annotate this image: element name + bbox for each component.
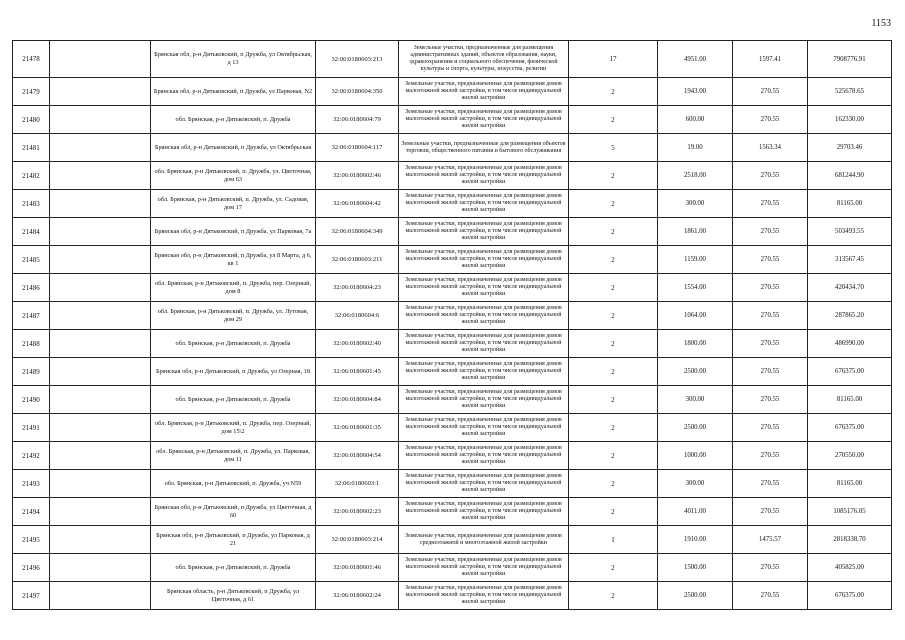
empty-cell <box>50 498 151 526</box>
area-cell: 1064.00 <box>658 302 733 330</box>
address-cell: обл. Брянская, р-н Дятьковский, п. Дружба, уч N59 <box>151 470 316 498</box>
area-cell: 300.00 <box>658 470 733 498</box>
specific-value-cell: 270.55 <box>733 218 808 246</box>
use-group-cell: 2 <box>569 330 658 358</box>
use-group-cell: 2 <box>569 246 658 274</box>
cadastral-value-cell: 270550.00 <box>808 442 892 470</box>
table-row <box>13 162 892 190</box>
specific-value-cell: 270.55 <box>733 386 808 414</box>
row-number: 21483 <box>13 190 50 218</box>
page-number: 1153 <box>871 18 891 29</box>
use-group-cell: 17 <box>569 41 658 78</box>
address-cell: Брянская обл, р-н Дятьковский, п Дружба, ул Парковая, д 21 <box>151 526 316 554</box>
table-row <box>13 358 892 386</box>
row-number: 21491 <box>13 414 50 442</box>
land-use-cell: Земельные участки, предназначенные для размещения домов малоэтажной жилой застройки, в том числе индивидуальной жилой застройки <box>399 582 569 610</box>
empty-cell <box>50 78 151 106</box>
empty-cell <box>50 526 151 554</box>
cadastral-value-cell: 162330.00 <box>808 106 892 134</box>
area-cell: 600.00 <box>658 106 733 134</box>
use-group-cell: 2 <box>569 554 658 582</box>
address-cell: обл. Брянская, р-н Дятьковский, п. Дружба <box>151 386 316 414</box>
specific-value-cell: 270.55 <box>733 274 808 302</box>
row-number: 21485 <box>13 246 50 274</box>
address-cell: Брянская область, р-н Дятьковский, п Дружба, ул Цветочная, д 61 <box>151 582 316 610</box>
row-number: 21478 <box>13 41 50 78</box>
empty-cell <box>50 190 151 218</box>
specific-value-cell: 270.55 <box>733 106 808 134</box>
use-group-cell: 2 <box>569 358 658 386</box>
use-group-cell: 2 <box>569 190 658 218</box>
area-cell: 1861.00 <box>658 218 733 246</box>
address-cell: Брянская обл, р-н Дятьковский, п Дружба, ул Октябрьская, д 13 <box>151 41 316 78</box>
land-use-cell: Земельные участки, предназначенные для размещения домов малоэтажной жилой застройки, в том числе индивидуальной жилой застройки <box>399 190 569 218</box>
table-row <box>13 498 892 526</box>
area-cell: 1943.00 <box>658 78 733 106</box>
row-number: 21492 <box>13 442 50 470</box>
empty-cell <box>50 582 151 610</box>
cadastral-number-cell: 32:06:0180603:214 <box>316 526 399 554</box>
table-row <box>13 414 892 442</box>
use-group-cell: 2 <box>569 302 658 330</box>
cadastral-value-cell: 1085176.05 <box>808 498 892 526</box>
cadastral-value-cell: 676375.00 <box>808 358 892 386</box>
address-cell: Брянская обл, р-н Дятьковский, п Дружба, ул Октябрьская <box>151 134 316 162</box>
table-row <box>13 554 892 582</box>
empty-cell <box>50 218 151 246</box>
land-use-cell: Земельные участки, предназначенные для размещения административных зданий, объектов образования, науки, здравоохранения и социального обеспечения, физической культуры и спорта, культуры, искусства, религии <box>399 41 569 78</box>
row-number: 21495 <box>13 526 50 554</box>
empty-cell <box>50 358 151 386</box>
cadastral-value-cell: 81165.00 <box>808 386 892 414</box>
cadastral-number-cell: 32:06:0180601:45 <box>316 358 399 386</box>
table-row <box>13 330 892 358</box>
use-group-cell: 2 <box>569 582 658 610</box>
area-cell: 1000.00 <box>658 442 733 470</box>
address-cell: Брянская обл, р-н Дятьковский, п Дружба, ул Парковая, 7а <box>151 218 316 246</box>
empty-cell <box>50 554 151 582</box>
cadastral-value-cell: 525678.65 <box>808 78 892 106</box>
empty-cell <box>50 106 151 134</box>
empty-cell <box>50 41 151 78</box>
land-use-cell: Земельные участки, предназначенные для размещения домов малоэтажной жилой застройки, в том числе индивидуальной жилой застройки <box>399 386 569 414</box>
cadastral-value-cell: 81165.00 <box>808 470 892 498</box>
cadastral-number-cell: 32:06:0180604:79 <box>316 106 399 134</box>
specific-value-cell: 270.55 <box>733 442 808 470</box>
row-number: 21487 <box>13 302 50 330</box>
cadastral-number-cell: 32:06:0180604:42 <box>316 190 399 218</box>
empty-cell <box>50 442 151 470</box>
land-use-cell: Земельные участки, предназначенные для размещения домов малоэтажной жилой застройки, в том числе индивидуальной жилой застройки <box>399 78 569 106</box>
area-cell: 4951.00 <box>658 41 733 78</box>
cadastral-value-cell: 313567.45 <box>808 246 892 274</box>
table-row <box>13 218 892 246</box>
use-group-cell: 2 <box>569 218 658 246</box>
cadastral-value-cell: 287865.20 <box>808 302 892 330</box>
address-cell: обл. Брянская, р-н Дятьковский, п. Дружба, пер. Озерный, дом 15\2 <box>151 414 316 442</box>
cadastral-value-cell: 2818338.70 <box>808 526 892 554</box>
address-cell: Брянская обл, р-н Дятьковский, п Дружба, ул Цветочная, д 60 <box>151 498 316 526</box>
cadastral-number-cell: 32:06:0180602:24 <box>316 582 399 610</box>
area-cell: 300.00 <box>658 190 733 218</box>
specific-value-cell: 270.55 <box>733 330 808 358</box>
cadastral-value-cell: 81165.00 <box>808 190 892 218</box>
area-cell: 300.00 <box>658 386 733 414</box>
address-cell: обл. Брянская, р-н Дятьковский, п. Дружба <box>151 554 316 582</box>
address-cell: обл. Брянская, р-н Дятьковский, п. Дружба <box>151 330 316 358</box>
land-use-cell: Земельные участки, предназначенные для размещения домов среднеэтажной и многоэтажной жилой застройки <box>399 526 569 554</box>
use-group-cell: 2 <box>569 162 658 190</box>
row-number: 21482 <box>13 162 50 190</box>
land-use-cell: Земельные участки, предназначенные для размещения домов малоэтажной жилой застройки, в том числе индивидуальной жилой застройки <box>399 106 569 134</box>
use-group-cell: 5 <box>569 134 658 162</box>
cadastral-number-cell: 32:06:0180604:54 <box>316 442 399 470</box>
cadastral-value-cell: 503493.55 <box>808 218 892 246</box>
row-number: 21489 <box>13 358 50 386</box>
address-cell: Брянская обл, р-н Дятьковский, п Дружба, ул Озерная, 18 <box>151 358 316 386</box>
cadastral-value-table <box>12 40 892 610</box>
table-row <box>13 274 892 302</box>
area-cell: 1159.00 <box>658 246 733 274</box>
land-use-cell: Земельные участки, предназначенные для размещения домов малоэтажной жилой застройки, в том числе индивидуальной жилой застройки <box>399 246 569 274</box>
row-number: 21479 <box>13 78 50 106</box>
row-number: 21494 <box>13 498 50 526</box>
row-number: 21496 <box>13 554 50 582</box>
empty-cell <box>50 246 151 274</box>
land-use-cell: Земельные участки, предназначенные для размещения домов малоэтажной жилой застройки, в том числе индивидуальной жилой застройки <box>399 274 569 302</box>
address-cell: обл. Брянская, р-н Дятьковский, п. Дружба, ул. Садовая, дом 17 <box>151 190 316 218</box>
area-cell: 1800.00 <box>658 330 733 358</box>
area-cell: 2500.00 <box>658 582 733 610</box>
specific-value-cell: 270.55 <box>733 414 808 442</box>
use-group-cell: 2 <box>569 470 658 498</box>
specific-value-cell: 270.55 <box>733 78 808 106</box>
address-cell: Брянская обл, р-н Дятьковский, п Дружба, ул Парковая, N2 <box>151 78 316 106</box>
cadastral-number-cell: 32:06:0180603:211 <box>316 246 399 274</box>
cadastral-number-cell: 32:06:0180601:46 <box>316 554 399 582</box>
use-group-cell: 1 <box>569 526 658 554</box>
land-use-cell: Земельные участки, предназначенные для размещения домов малоэтажной жилой застройки, в том числе индивидуальной жилой застройки <box>399 442 569 470</box>
address-cell: обл. Брянская, р-н Дятьковский, п. Дружба, ул. Цветочная, дом 63 <box>151 162 316 190</box>
table-row <box>13 302 892 330</box>
specific-value-cell: 270.55 <box>733 358 808 386</box>
land-use-cell: Земельные участки, предназначенные для размещения домов малоэтажной жилой застройки, в том числе индивидуальной жилой застройки <box>399 330 569 358</box>
empty-cell <box>50 470 151 498</box>
specific-value-cell: 270.55 <box>733 190 808 218</box>
empty-cell <box>50 162 151 190</box>
table-row <box>13 41 892 78</box>
cadastral-number-cell: 32:06:0180604:6 <box>316 302 399 330</box>
table-row <box>13 386 892 414</box>
address-cell: обл. Брянская, р-н Дятьковский, п. Дружба <box>151 106 316 134</box>
table-row <box>13 190 892 218</box>
specific-value-cell: 270.55 <box>733 582 808 610</box>
cadastral-number-cell: 32:06:0180604:350 <box>316 78 399 106</box>
area-cell: 2500.00 <box>658 358 733 386</box>
specific-value-cell: 1475.57 <box>733 526 808 554</box>
use-group-cell: 2 <box>569 442 658 470</box>
area-cell: 4011.00 <box>658 498 733 526</box>
use-group-cell: 2 <box>569 386 658 414</box>
row-number: 21486 <box>13 274 50 302</box>
specific-value-cell: 1563.34 <box>733 134 808 162</box>
area-cell: 2518.00 <box>658 162 733 190</box>
empty-cell <box>50 414 151 442</box>
address-cell: обл. Брянская, р-н Дятьковский, п. Дружба, ул. Парковая, дом 11 <box>151 442 316 470</box>
row-number: 21497 <box>13 582 50 610</box>
cadastral-number-cell: 32:06:0180602:23 <box>316 498 399 526</box>
address-cell: обл. Брянская, р-н Дятьковский, п. Дружба, ул. Лутовая, дом 29 <box>151 302 316 330</box>
land-use-cell: Земельные участки, предназначенные для размещения домов малоэтажной жилой застройки, в том числе индивидуальной жилой застройки <box>399 554 569 582</box>
cadastral-number-cell: 32:06:0180603:1 <box>316 470 399 498</box>
row-number: 21493 <box>13 470 50 498</box>
cadastral-number-cell: 32:06:0180604:84 <box>316 386 399 414</box>
area-cell: 1500.00 <box>658 554 733 582</box>
cadastral-value-cell: 486990.00 <box>808 330 892 358</box>
area-cell: 19.00 <box>658 134 733 162</box>
cadastral-value-cell: 7908776.91 <box>808 41 892 78</box>
empty-cell <box>50 386 151 414</box>
cadastral-value-cell: 29703.46 <box>808 134 892 162</box>
cadastral-value-cell: 676375.00 <box>808 414 892 442</box>
row-number: 21480 <box>13 106 50 134</box>
area-cell: 2500.00 <box>658 414 733 442</box>
land-use-cell: Земельные участки, предназначенные для размещения домов малоэтажной жилой застройки, в том числе индивидуальной жилой застройки <box>399 162 569 190</box>
land-use-cell: Земельные участки, предназначенные для размещения домов малоэтажной жилой застройки, в том числе индивидуальной жилой застройки <box>399 302 569 330</box>
specific-value-cell: 1597.41 <box>733 41 808 78</box>
cadastral-value-cell: 405825.00 <box>808 554 892 582</box>
table-row <box>13 246 892 274</box>
table-row <box>13 106 892 134</box>
land-use-cell: Земельные участки, предназначенные для размещения домов малоэтажной жилой застройки, в том числе индивидуальной жилой застройки <box>399 218 569 246</box>
empty-cell <box>50 274 151 302</box>
empty-cell <box>50 302 151 330</box>
specific-value-cell: 270.55 <box>733 162 808 190</box>
table-row <box>13 442 892 470</box>
specific-value-cell: 270.55 <box>733 498 808 526</box>
land-use-cell: Земельные участки, предназначенные для размещения домов малоэтажной жилой застройки, в том числе индивидуальной жилой застройки <box>399 470 569 498</box>
address-cell: обл. Брянская, р-н Дятьковский, п. Дружба, пер. Озерный, дом 8 <box>151 274 316 302</box>
row-number: 21490 <box>13 386 50 414</box>
cadastral-number-cell: 32:06:0180604:23 <box>316 274 399 302</box>
specific-value-cell: 270.55 <box>733 554 808 582</box>
row-number: 21488 <box>13 330 50 358</box>
use-group-cell: 2 <box>569 414 658 442</box>
area-cell: 1910.00 <box>658 526 733 554</box>
land-use-cell: Земельные участки, предназначенные для размещения домов малоэтажной жилой застройки, в том числе индивидуальной жилой застройки <box>399 414 569 442</box>
specific-value-cell: 270.55 <box>733 302 808 330</box>
land-use-cell: Земельные участки, предназначенные для размещения объектов торговли, общественного питания и бытового обслуживания <box>399 134 569 162</box>
cadastral-number-cell: 32:06:0180604:117 <box>316 134 399 162</box>
cadastral-number-cell: 32:06:0180602:40 <box>316 330 399 358</box>
table-row <box>13 582 892 610</box>
land-use-cell: Земельные участки, предназначенные для размещения домов малоэтажной жилой застройки, в том числе индивидуальной жилой застройки <box>399 358 569 386</box>
specific-value-cell: 270.55 <box>733 246 808 274</box>
address-cell: Брянская обл, р-н Дятьковский, п Дружба, ул 8 Марта, д 6, кв 1 <box>151 246 316 274</box>
area-cell: 1554.00 <box>658 274 733 302</box>
specific-value-cell: 270.55 <box>733 470 808 498</box>
cadastral-number-cell: 32:06:0180603:213 <box>316 41 399 78</box>
cadastral-number-cell: 32:06:0180601:35 <box>316 414 399 442</box>
cadastral-value-cell: 681244.90 <box>808 162 892 190</box>
empty-cell <box>50 330 151 358</box>
use-group-cell: 2 <box>569 498 658 526</box>
table-body <box>13 41 892 610</box>
table-row <box>13 470 892 498</box>
use-group-cell: 2 <box>569 274 658 302</box>
land-use-cell: Земельные участки, предназначенные для размещения домов малоэтажной жилой застройки, в том числе индивидуальной жилой застройки <box>399 498 569 526</box>
row-number: 21481 <box>13 134 50 162</box>
use-group-cell: 2 <box>569 106 658 134</box>
use-group-cell: 2 <box>569 78 658 106</box>
table-row <box>13 526 892 554</box>
row-number: 21484 <box>13 218 50 246</box>
table-row <box>13 134 892 162</box>
table-row <box>13 78 892 106</box>
empty-cell <box>50 134 151 162</box>
cadastral-number-cell: 32:06:0180602:46 <box>316 162 399 190</box>
cadastral-value-cell: 420434.70 <box>808 274 892 302</box>
cadastral-value-cell: 676375.00 <box>808 582 892 610</box>
cadastral-number-cell: 32:06:0180604:349 <box>316 218 399 246</box>
